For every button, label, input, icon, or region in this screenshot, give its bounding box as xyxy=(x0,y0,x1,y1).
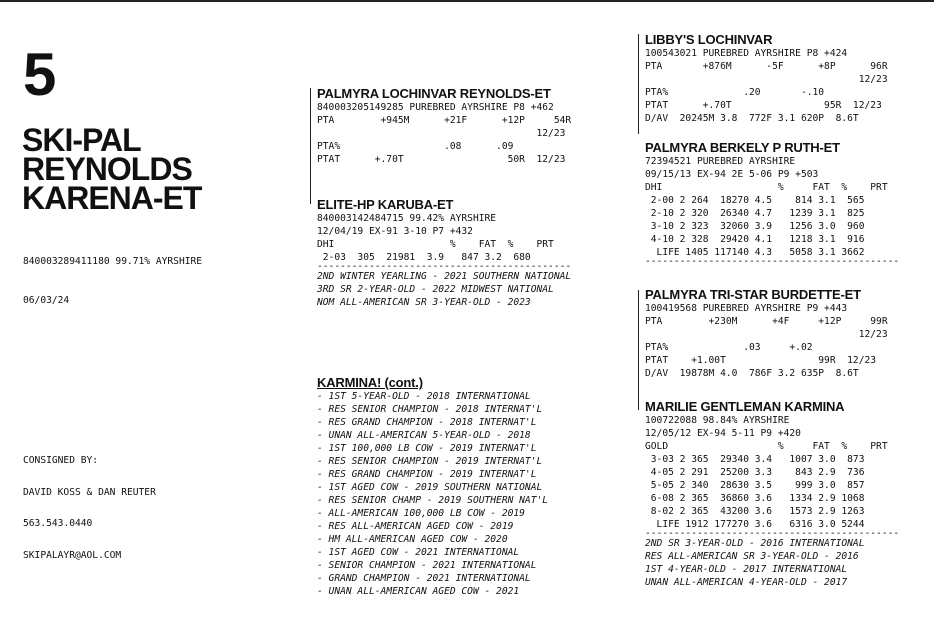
sire-of-dam-reg-line: 100419568 PUREBRED AYRSHIRE P9 +443 xyxy=(645,303,848,314)
dam-of-dam-award: 1ST 4-YEAR-OLD - 2017 INTERNATIONAL xyxy=(645,564,848,575)
dam-of-dam-record-header: GOLD % FAT % PRT xyxy=(645,441,888,452)
dam-award-1: 2ND WINTER YEARLING - 2021 SOUTHERN NATIONAL xyxy=(317,271,572,282)
dam-of-dam-separator: -------------------------------------------- xyxy=(645,531,900,537)
dam-of-dam-record-row: 3-03 2 365 29340 3.4 1007 3.0 873 xyxy=(645,454,865,465)
karmina-award: - ALL-AMERICAN 100,000 LB COW - 2019 xyxy=(317,508,525,519)
karmina-award: - RES SENIOR CHAMPION - 2019 INTERNAT'L xyxy=(317,456,543,467)
dam-of-dam-award: UNAN ALL-AMERICAN 4-YEAR-OLD - 2017 xyxy=(645,577,848,588)
sire-of-dam-bracket-line xyxy=(638,290,639,410)
dam-of-dam-award: 2ND SR 3-YEAR-OLD - 2016 INTERNATIONAL xyxy=(645,538,865,549)
karmina-award: - RES GRAND CHAMPION - 2019 INTERNAT'L xyxy=(317,469,537,480)
sire-of-dam-pta-pct: PTA% .03 +.02 xyxy=(645,342,813,353)
karmina-award: - 1ST 5-YEAR-OLD - 2018 INTERNATIONAL xyxy=(317,391,531,402)
sire-of-dam-daughter-avg: D/AV 19878M 4.0 786F 3.2 635P 8.6T xyxy=(645,368,859,379)
karmina-award: - RES SENIOR CHAMPION - 2018 INTERNAT'L xyxy=(317,404,543,415)
sire-reg-line: 840003205149285 PUREBRED AYRSHIRE P8 +462 xyxy=(317,102,554,113)
sire-ptat-line: PTAT +.70T 50R 12/23 xyxy=(317,154,566,165)
dam-award-3: NOM ALL-AMERICAN SR 3-YEAR-OLD - 2023 xyxy=(317,297,531,308)
dam-of-dam-name: MARILIE GENTLEMAN KARMINA xyxy=(645,399,845,414)
sire-of-sire-pta-date: 12/23 xyxy=(645,74,888,85)
sire-of-dam-ptat: PTAT +1.00T 99R 12/23 xyxy=(645,355,877,366)
dam-of-dam-record-row: 6-08 2 365 36860 3.6 1334 2.9 1068 xyxy=(645,493,865,504)
karmina-cont-block xyxy=(317,375,548,598)
karmina-award: - RES GRAND CHAMPION - 2018 INTERNAT'L xyxy=(317,417,537,428)
dam-of-dam-record-row: 8-02 2 365 43200 3.6 1573 2.9 1263 xyxy=(645,506,865,517)
dam-of-dam-classification: 12/05/12 EX-94 5-11 P9 +420 xyxy=(645,428,801,439)
dam-of-dam-block xyxy=(645,399,899,589)
karmina-award: - HM ALL-AMERICAN AGED COW - 2020 xyxy=(317,534,508,545)
consignment-name-line-3: KARENA-ET xyxy=(22,180,202,216)
dam-reg-line: 840003142484715 99.42% AYRSHIRE xyxy=(317,213,497,224)
sire-of-dam-pta-line: PTA +230M +4F +12P 99R xyxy=(645,316,888,327)
dam-of-sire-record-row: 2-00 2 264 18270 4.5 814 3.1 565 xyxy=(645,195,865,206)
dam-block xyxy=(317,197,571,309)
dam-classification-line: 12/04/19 EX-91 3-10 P7 +432 xyxy=(317,226,473,237)
consignment-birth-date: 06/03/24 xyxy=(23,295,70,306)
dam-separator: -------------------------------------------- xyxy=(317,264,572,270)
karmina-award: - 1ST 100,000 LB COW - 2019 INTERNAT'L xyxy=(317,443,537,454)
consignment-name-line-1: SKI-PAL xyxy=(22,122,141,158)
dam-record-row: 2-03 305 21981 3.9 847 3.2 680 xyxy=(317,252,531,263)
dam-award-2: 3RD SR 2-YEAR-OLD - 2022 MIDWEST NATIONAL xyxy=(317,284,554,295)
sire-block xyxy=(317,86,571,166)
sire-bracket-line xyxy=(310,88,311,204)
consigned-by-block xyxy=(23,435,156,572)
consignment-reg-line: 840003289411180 99.71% AYRSHIRE xyxy=(23,256,203,267)
sire-pta-pct-line: PTA% .08 .09 xyxy=(317,141,514,152)
dam-of-sire-separator: -------------------------------------------- xyxy=(645,259,900,265)
karmina-award: - GRAND CHAMPION - 2021 INTERNATIONAL xyxy=(317,573,531,584)
dam-of-sire-lifetime-row: LIFE 1405 117140 4.3 5058 3.1 3662 xyxy=(645,247,865,258)
dam-of-sire-record-row: 4-10 2 328 29420 4.1 1218 3.1 916 xyxy=(645,234,865,245)
sire-of-sire-bracket-line xyxy=(638,34,639,134)
dam-of-dam-record-row: 5-05 2 340 28630 3.5 999 3.0 857 xyxy=(645,480,865,491)
consignment-reg-info xyxy=(23,229,202,320)
sire-pta-date-line: 12/23 xyxy=(317,128,566,139)
sire-of-sire-name: LIBBY'S LOCHINVAR xyxy=(645,32,773,47)
dam-of-sire-reg-line: 72394521 PUREBRED AYRSHIRE xyxy=(645,156,796,167)
consignor-names: DAVID KOSS & DAN REUTER xyxy=(23,486,156,498)
dam-of-sire-classification: 09/15/13 EX-94 2E 5-06 P9 +503 xyxy=(645,169,819,180)
karmina-award: - UNAN ALL-AMERICAN AGED COW - 2021 xyxy=(317,586,520,597)
sire-pta-line: PTA +945M +21F +12P 54R xyxy=(317,115,572,126)
karmina-award: - SENIOR CHAMPION - 2021 INTERNATIONAL xyxy=(317,560,537,571)
dam-of-sire-block xyxy=(645,140,899,265)
dam-of-sire-record-header: DHI % FAT % PRT xyxy=(645,182,888,193)
consigned-by-label: CONSIGNED BY: xyxy=(23,455,99,466)
sire-of-sire-block xyxy=(645,32,888,125)
consignment-name-line-2: REYNOLDS xyxy=(22,151,192,187)
dam-of-dam-award: RES ALL-AMERICAN SR 3-YEAR-OLD - 2016 xyxy=(645,551,859,562)
top-border-line xyxy=(0,0,934,2)
dam-of-sire-record-row: 3-10 2 323 32060 3.9 1256 3.0 960 xyxy=(645,221,865,232)
karmina-award: - UNAN ALL-AMERICAN 5-YEAR-OLD - 2018 xyxy=(317,430,531,441)
karmina-award: - 1ST AGED COW - 2021 INTERNATIONAL xyxy=(317,547,520,558)
lot-number: 5 xyxy=(23,41,57,108)
sire-name: PALMYRA LOCHINVAR REYNOLDS-ET xyxy=(317,86,551,101)
sire-of-dam-block xyxy=(645,287,888,380)
consignor-phone: 563.543.0440 xyxy=(23,518,93,529)
sire-of-sire-ptat: PTAT +.70T 95R 12/23 xyxy=(645,100,882,111)
sire-of-sire-daughter-avg: D/AV 20245M 3.8 772F 3.1 620P 8.6T xyxy=(645,113,859,124)
dam-of-sire-name: PALMYRA BERKELY P RUTH-ET xyxy=(645,140,840,155)
karmina-award: - RES ALL-AMERICAN AGED COW - 2019 xyxy=(317,521,514,532)
dam-name: ELITE-HP KARUBA-ET xyxy=(317,197,454,212)
dam-of-dam-lifetime-row: LIFE 1912 177270 3.6 6316 3.0 5244 xyxy=(645,519,865,530)
sire-of-dam-name: PALMYRA TRI-STAR BURDETTE-ET xyxy=(645,287,861,302)
karmina-award: - RES SENIOR CHAMP - 2019 SOUTHERN NAT'L xyxy=(317,495,549,506)
dam-of-sire-record-row: 2-10 2 320 26340 4.7 1239 3.1 825 xyxy=(645,208,865,219)
sire-of-sire-pta-line: PTA +876M -5F +8P 96R xyxy=(645,61,888,72)
sire-of-dam-pta-date: 12/23 xyxy=(645,329,888,340)
karmina-award: - 1ST AGED COW - 2019 SOUTHERN NATIONAL xyxy=(317,482,543,493)
consignor-email: SKIPALAYR@AOL.COM xyxy=(23,549,122,561)
dam-of-dam-record-row: 4-05 2 291 25200 3.3 843 2.9 736 xyxy=(645,467,865,478)
dam-of-dam-reg-line: 100722088 98.84% AYRSHIRE xyxy=(645,415,790,426)
sire-of-sire-pta-pct: PTA% .20 -.10 xyxy=(645,87,825,98)
consignment-name xyxy=(22,122,202,216)
sire-of-sire-reg-line: 100543021 PUREBRED AYRSHIRE P8 +424 xyxy=(645,48,848,59)
dam-record-header: DHI % FAT % PRT xyxy=(317,239,554,250)
karmina-cont-title: KARMINA! (cont.) xyxy=(317,375,423,390)
